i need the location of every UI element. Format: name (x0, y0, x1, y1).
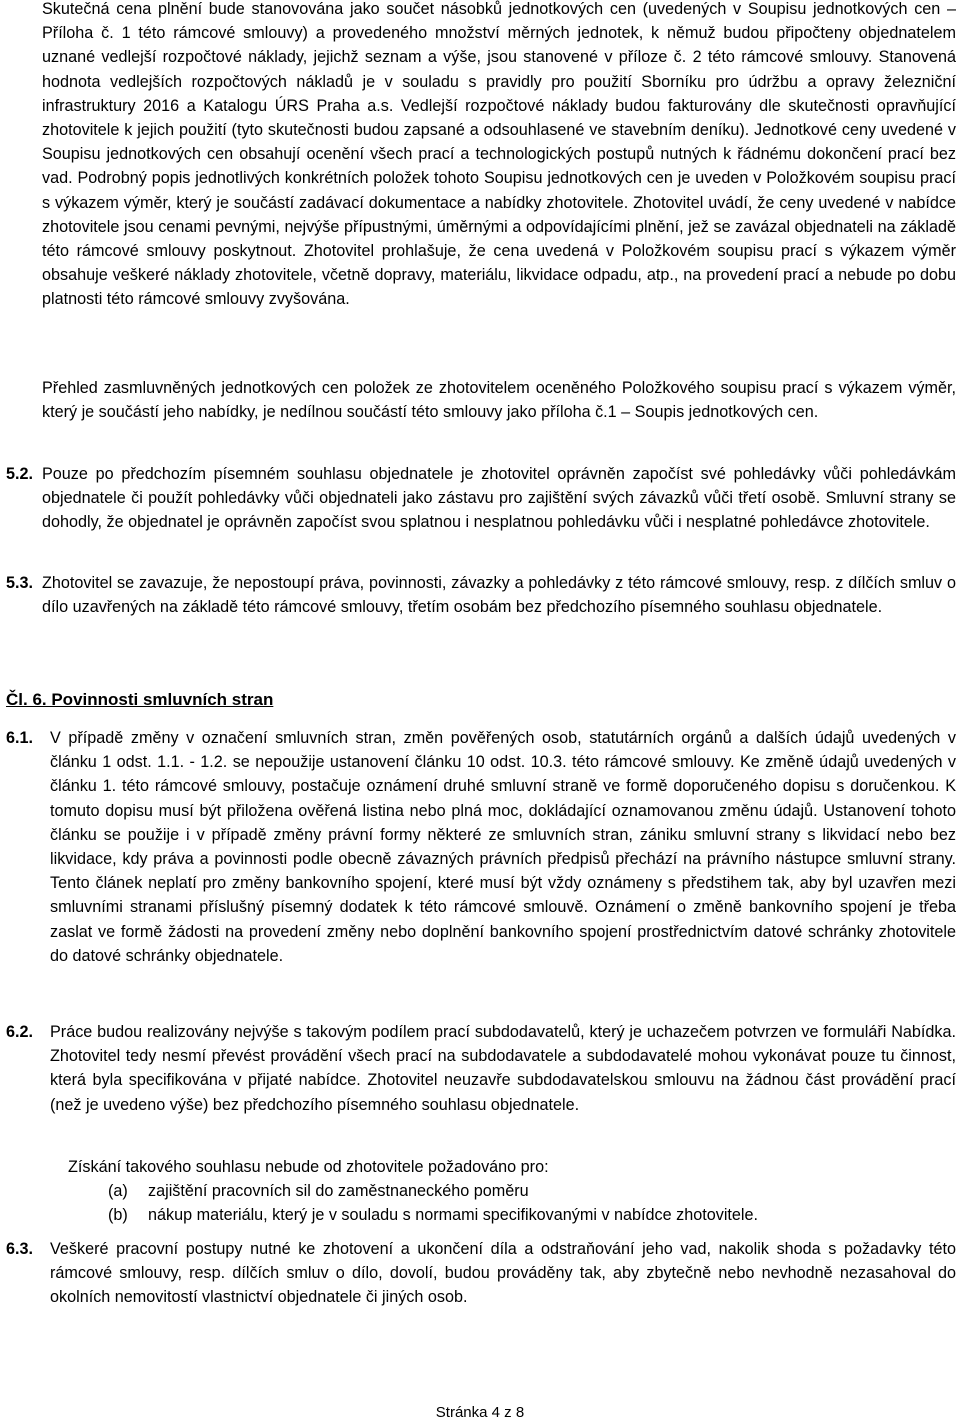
clause-number: 5.3. (6, 574, 34, 592)
page-footer: Stránka 4 z 8 (435, 1404, 525, 1421)
paragraph-overview: Přehled zasmluvněných jednotkových cen položek ze zhotovitelem oceněného Položkového soupisu prací s výkazem výměr, který je součástí jeho nabídky, je nedílnou součástí této smlouvy jako příloha č.1 – Soupis jednotkových cen. (42, 379, 956, 422)
consent-intro: Získání takového souhlasu nebude od zhotovitele požadováno pro: (68, 1158, 549, 1176)
list-item-text: nákup materiálu, který je v souladu s normami specifikovanými v nabídce zhotovitele. (148, 1206, 759, 1224)
clause-text: Pouze po předchozím písemném souhlasu objednatele je zhotovitel oprávněn započíst své pohledávky vůči pohledávkám objednatele či použít pohledávky vůči objednateli jako zástavu pro zajištění svých závazků vůči třetí osobě. Smluvní strany se dohodly, že objednatel je oprávněn započíst svou splatnou i nesplatnou pohledávku vůči i nesplatné pohledávce zhotovitele. (42, 465, 956, 532)
clause-5-2 (6, 462, 956, 535)
list-item-text: zajištění pracovních sil do zaměstnaneckého poměru (148, 1182, 529, 1200)
clause-6-3 (6, 1237, 956, 1310)
clause-text: V případě změny v označení smluvních stran, změn pověřených osob, statutárních orgánů a dalších údajů uvedených v článku 1 odst. 1.1. - 1.2. se nepoužije ustanovení článku 10 odst. 10.3. této rámcové smlouvy. Ke změně údajů uvedených v článku 1. této rámcové smlouvy, postačuje oznámení druhé smluvní straně ve formě doporučeného dopisu s doručenkou. K tomuto dopisu musí být přiložena ověřená listina nebo plná moc, dokládající oznamovanou změnu údajů. Ustanovení tohoto článku se použije i v případě změny právní formy některé ze smluvních stran, zániku smluvní strany s likvidací nebo bez likvidace, kdy práva a povinnosti podle obecně závazných právních předpisů přechází na právního nástupce smluvní strany. Tento článek neplatí pro změny bankovního spojení, které musí být vždy oznámeny s předstihem tak, aby byl uzavřen mezi smluvními stranami příslušný písemný dodatek k této rámcové smlouvě. Oznámení o změně bankovního spojení je třeba zaslat ve formě žádosti na provedení změny nebo doplnění bankovního spojení prostřednictvím datové schránky zhotovitele do datové schránky objednatele. (50, 729, 956, 965)
section-heading-text: Čl. 6. Povinnosti smluvních stran (6, 690, 274, 709)
clause-6-2 (6, 1020, 956, 1117)
clause-number: 5.2. (6, 465, 34, 483)
clause-number: 6.3. (6, 1240, 34, 1258)
clause-text: Práce budou realizovány nejvýše s takovým podílem prací subdodavatelů, který je uchazečem potvrzen ve formuláři Nabídka. Zhotovitel tedy nesmí převést provádění všech prací na subdodavatele a subdodavatelé mohou vykonávat pouze tu činnost, která byla specifikována v přijaté nabídce. Zhotovitel neuzavře subdodavatelskou smlouvu na žádnou část provádění prací (než je uvedeno výše) bez předchozího písemného souhlasu objednatele. (50, 1023, 956, 1114)
paragraph-price-calculation: Skutečná cena plnění bude stanovována jako součet násobků jednotkových cen (uvedených v Soupisu jednotkových cen – Příloha č. 1 této rámcové smlouvy) a provedeného množství měrných jednotek, k němuž budou připočteny objednatelem uznané vedlejší rozpočtové náklady, jejichž seznam a výše, jsou stanovené v příloze č. 2 této rámcové smlouvy. Stanovená hodnota vedlejších rozpočtových nákladů je v souladu s pravidly pro použití Sborníku pro údržbu a opravy železniční infrastruktury 2016 a Katalogu ÚRS Praha a.s. Vedlejší rozpočtové náklady budou fakturovány dle skutečnosti opravňující zhotovitele k jejich použití (tyto skutečnosti budou zapsané a odsouhlasené ve stavebním deníku). Jednotkové ceny uvedené v Soupisu jednotkových cen obsahují ocenění všech prací a technologických postupů nutných k řádnému dokončení prací bez vad. Podrobný popis jednotlivých konkrétních položek tohoto Soupisu jednotkových cen je uveden v Položkovém soupisu prací s výkazem výměr, který je součástí zadávací dokumentace a nabídky zhotovitele. Zhotovitel uvádí, že ceny uvedené v nabídce zhotovitele jsou cenami pevnými, nejvýše přípustnými, úměrnými a odpovídajícími plnění, jež se zavázal objednateli na základě této rámcové smlouvy poskytnout. Zhotovitel prohlašuje, že cena uvedená v Položkovém soupisu prací s výkazem výměr obsahuje veškeré náklady zhotovitele, včetně dopravy, materiálu, likvidace odpadu, atp., na provedení prací a nebude po dobu platnosti této rámcové smlouvy zvyšována. (42, 0, 956, 309)
clause-number: 6.2. (6, 1023, 34, 1041)
clause-5-3 (6, 571, 956, 619)
section-heading (6, 690, 273, 710)
clause-text: Veškeré pracovní postupy nutné ke zhotovení a ukončení díla a odstraňování jeho vad, nakolik shoda s požadavky této rámcové smlouvy, resp. dílčích smluv o dílo, dovolí, budou prováděny tak, aby zbytečně nebo nevhodně nezasahoval do okolních nemovitostí vlastnictví objednatele či jiných osob. (50, 1240, 956, 1307)
clause-number: 6.1. (6, 729, 34, 747)
list-item-label: (a) (108, 1182, 128, 1200)
clause-text: Zhotovitel se zavazuje, že nepostoupí práva, povinnosti, závazky a pohledávky z této rámcové smlouvy, resp. z dílčích smluv o dílo uzavřených na základě této rámcové smlouvy, třetím osobám bez předchozího písemného souhlasu objednatele. (42, 574, 956, 617)
list-item-label: (b) (108, 1206, 128, 1224)
clause-6-1 (6, 726, 956, 968)
